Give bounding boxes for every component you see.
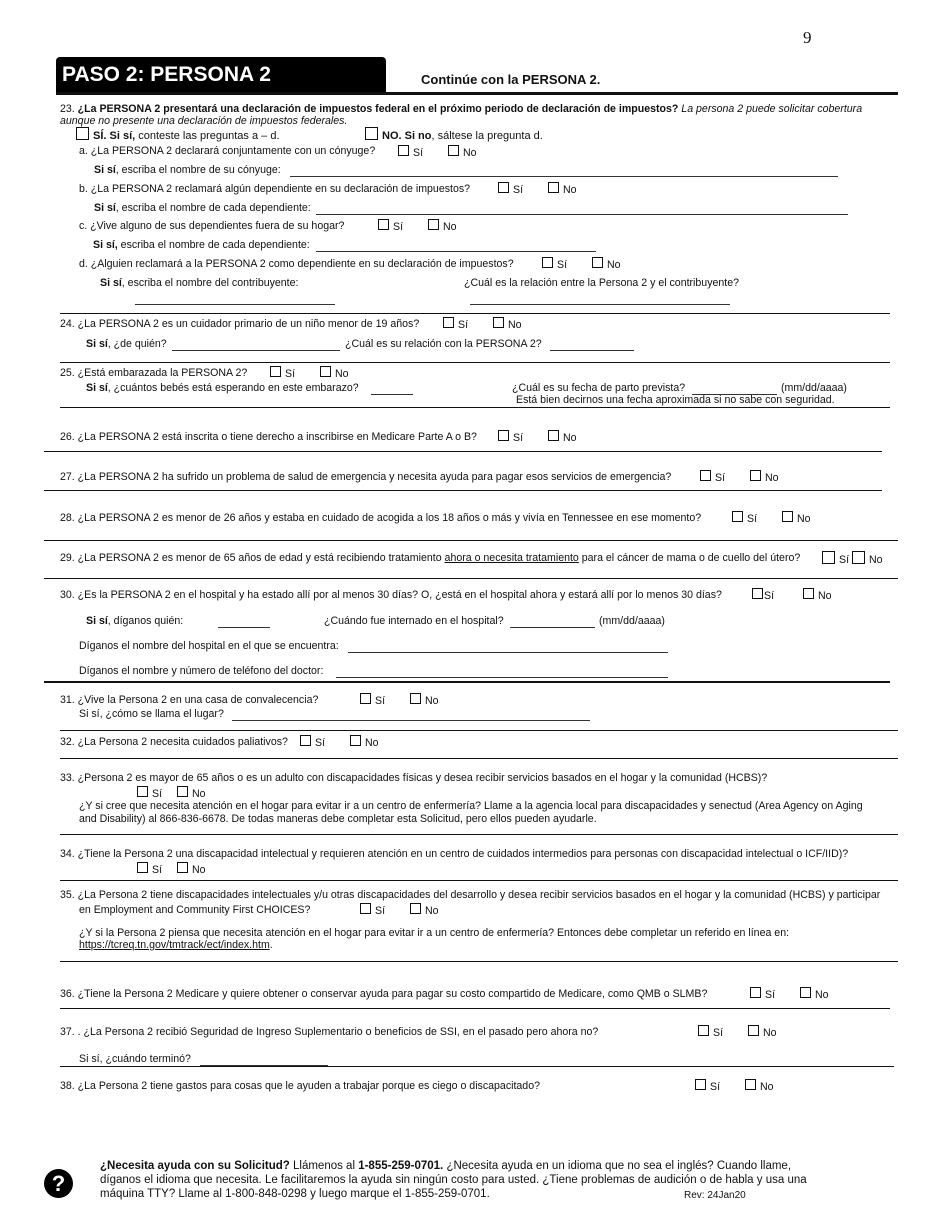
q38-options <box>695 1079 786 1093</box>
q38-no[interactable]: No <box>745 1079 774 1093</box>
q25-date-format: (mm/dd/aaaa) <box>781 382 847 394</box>
q24-no[interactable]: No <box>493 317 522 331</box>
q26-question: 26. ¿La PERSONA 2 está inscrita o tiene derecho a inscribirse en Medicare Parte A o B? <box>60 431 477 443</box>
q23c-options <box>378 219 469 233</box>
divider <box>60 362 890 363</box>
page-number: 9 <box>803 28 812 47</box>
q23d-options <box>542 257 633 271</box>
q29-question: 29. ¿La PERSONA 2 es menor de 65 años de edad y está recibiendo tratamiento ahora o necesita tratamiento para el cáncer de mama o de cuello del útero? <box>60 552 801 564</box>
q38-yes-checkbox[interactable] <box>695 1079 706 1090</box>
q32-yes-checkbox[interactable] <box>300 735 311 746</box>
admission-date-field[interactable] <box>510 618 595 628</box>
q25-options <box>270 366 361 380</box>
referral-link[interactable]: https://tcreq.tn.gov/tmtrack/ect/index.htm <box>79 939 270 951</box>
q24-options <box>443 317 534 331</box>
q33-note-line1: ¿Y si cree que necesita atención en el hogar para evitar ir a un centro de enfermería? Llame a la agencia local para discapacidades y senectud (Area Agency on Aging <box>79 800 863 812</box>
q25-question: 25. ¿Está embarazada la PERSONA 2? <box>60 367 248 379</box>
divider <box>60 834 898 835</box>
q23a-yes[interactable]: Sí <box>398 145 423 159</box>
q30-followup: Si sí, díganos quién: <box>86 615 184 627</box>
q23-no-checkbox[interactable] <box>365 127 378 140</box>
q32-yes[interactable]: Sí <box>300 735 325 749</box>
q23c-followup: Si sí, escriba el nombre de cada dependiente: <box>93 239 310 251</box>
q30-no-checkbox[interactable] <box>803 588 814 599</box>
q28-question: 28. ¿La PERSONA 2 es menor de 26 años y estaba en cuidado de acogida a los 18 años o más y vivía en Tennessee en ese momento? <box>60 512 702 524</box>
q25-yes[interactable]: Sí <box>270 366 295 380</box>
q25-no-checkbox[interactable] <box>320 366 331 377</box>
q23d-question: d. ¿Alguien reclamará a la PERSONA 2 como dependiente en su declaración de impuestos? <box>79 258 514 270</box>
q24-relation: ¿Cuál es su relación con la PERSONA 2? <box>345 338 542 350</box>
q35-question-line2: en Employment and Community First CHOICES? <box>79 904 311 916</box>
q34-yes-checkbox[interactable] <box>137 862 148 873</box>
q29-yes[interactable]: Sí <box>822 554 849 566</box>
step-title: PASO 2: PERSONA 2 <box>62 63 271 86</box>
q37-yes-checkbox[interactable] <box>698 1025 709 1036</box>
q23a-followup: Si sí, escriba el nombre de su cónyuge: <box>94 164 281 176</box>
q32-options <box>300 735 391 749</box>
q35-no-checkbox[interactable] <box>410 903 421 914</box>
q30-date-format: (mm/dd/aaaa) <box>599 615 665 627</box>
q25-due-date: ¿Cuál es su fecha de parto prevista? <box>512 382 686 394</box>
q34-options <box>137 862 218 876</box>
q26-yes-checkbox[interactable] <box>498 430 509 441</box>
q23b-yes[interactable]: Sí <box>498 182 523 196</box>
divider <box>44 540 898 541</box>
q26-no[interactable]: No <box>548 430 577 444</box>
q37-followup: Si sí, ¿cuándo terminó? <box>79 1053 191 1065</box>
q23c-question: c. ¿Vive alguno de sus dependientes fuera de su hogar? <box>79 220 345 232</box>
q34-no-checkbox[interactable] <box>177 862 188 873</box>
q27-no-checkbox[interactable] <box>750 470 761 481</box>
q23-no-option[interactable]: NO. Si no, sáltese la pregunta d. <box>365 127 543 142</box>
q30-yes-checkbox[interactable] <box>752 588 763 599</box>
q31-no[interactable]: No <box>410 693 439 707</box>
help-line2: díganos el idioma que necesita. Le facilitaremos la ayuda sin ningún costo para usted. ¿Tiene problemas de audición o de habla y usa una <box>100 1174 807 1186</box>
q23d-relation: ¿Cuál es la relación entre la Persona 2 y el contribuyente? <box>464 277 740 289</box>
hospital-name-field[interactable] <box>348 643 668 653</box>
question-mark-icon: ? <box>44 1169 73 1198</box>
q29-yes-checkbox[interactable] <box>822 551 835 564</box>
divider <box>44 490 882 491</box>
divider <box>60 730 898 731</box>
q30-no[interactable]: No <box>803 588 832 602</box>
q33-no[interactable]: No <box>177 786 206 800</box>
q27-question: 27. ¿La PERSONA 2 ha sufrido un problema de salud de emergencia y necesita ayuda para pagar esos servicios de emergencia? <box>60 471 672 483</box>
q37-no-checkbox[interactable] <box>748 1025 759 1036</box>
q31-yes-checkbox[interactable] <box>360 693 371 704</box>
q31-question: 31. ¿Vive la Persona 2 en una casa de convalecencia? <box>60 694 319 706</box>
q36-no[interactable]: No <box>800 987 829 1001</box>
q26-yes[interactable]: Sí <box>498 430 523 444</box>
q27-options <box>700 470 791 484</box>
babies-count-field[interactable] <box>371 385 413 395</box>
nursing-home-name-field[interactable] <box>232 711 590 721</box>
q36-options <box>750 987 841 1001</box>
q25-no[interactable]: No <box>320 366 349 380</box>
q34-question: 34. ¿Tiene la Persona 2 una discapacidad intelectual y requieren atención en un centro de cuidados intermedios para personas con discapacidad intelectual o ICF/IID)? <box>60 848 849 860</box>
q24-whom-field[interactable] <box>172 341 340 351</box>
q29-no[interactable]: No <box>852 554 883 566</box>
q23-yes-option[interactable]: SÍ. Si sí, conteste las preguntas a – d. <box>76 127 280 142</box>
q28-options <box>732 511 823 525</box>
q23b-no-checkbox[interactable] <box>548 182 559 193</box>
q28-no[interactable]: No <box>782 511 811 525</box>
q38-no-checkbox[interactable] <box>745 1079 756 1090</box>
divider <box>60 880 898 881</box>
q28-yes[interactable]: Sí <box>732 511 757 525</box>
divider <box>60 313 890 314</box>
q30-admitted: ¿Cuándo fue internado en el hospital? <box>324 615 504 627</box>
doctor-field[interactable] <box>336 668 668 678</box>
q23d-no-checkbox[interactable] <box>592 257 603 268</box>
q24-no-checkbox[interactable] <box>493 317 504 328</box>
q24-question: 24. ¿La PERSONA 2 es un cuidador primario de un niño menor de 19 años? <box>60 318 420 330</box>
q23d-no[interactable]: No <box>592 257 621 271</box>
q36-yes-checkbox[interactable] <box>750 987 761 998</box>
q31-no-checkbox[interactable] <box>410 693 421 704</box>
q36-yes[interactable]: Sí <box>750 987 775 1001</box>
q31-followup: Si sí, ¿cómo se llama el lugar? <box>79 708 224 720</box>
q23c-no[interactable]: No <box>428 219 457 233</box>
divider <box>60 758 898 759</box>
q23b-question: b. ¿La PERSONA 2 reclamará algún dependiente en su declaración de impuestos? <box>79 183 471 195</box>
q33-yes-checkbox[interactable] <box>137 786 148 797</box>
q36-no-checkbox[interactable] <box>800 987 811 998</box>
q35-note: ¿Y si la Persona 2 piensa que necesita atención en el hogar para evitar ir a un centro de enfermería? Entonces debe completar un referido en línea en: <box>79 927 790 939</box>
outside-dependents-field[interactable] <box>316 242 596 252</box>
divider <box>60 407 890 408</box>
q32-question: 32. ¿La Persona 2 necesita cuidados paliativos? <box>60 736 288 748</box>
q30-doctor: Díganos el nombre y número de teléfono del doctor: <box>79 665 324 677</box>
q23a-question: a. ¿La PERSONA 2 declarará conjuntamente con un cónyuge? <box>79 145 376 157</box>
q32-no[interactable]: No <box>350 735 379 749</box>
q23d-followup: Si sí, escriba el nombre del contribuyente: <box>100 277 299 289</box>
spouse-name-field[interactable] <box>290 167 838 177</box>
q35-question-line1: 35. ¿La Persona 2 tiene discapacidades intelectuales y/u otras discapacidades del desarrollo y desea recibir servicios basados en el hogar y la comunidad (HCBS) y participar <box>60 889 881 901</box>
q33-question: 33. ¿Persona 2 es mayor de 65 años o es un adulto con discapacidades físicas y desea recibir servicios basados en el hogar y la comunidad (HCBS)? <box>60 772 768 784</box>
q23c-no-checkbox[interactable] <box>428 219 439 230</box>
q27-yes[interactable]: Sí <box>700 470 725 484</box>
q35-yes-checkbox[interactable] <box>360 903 371 914</box>
q28-yes-checkbox[interactable] <box>732 511 743 522</box>
q23b-yes-checkbox[interactable] <box>498 182 509 193</box>
q23-yes-checkbox[interactable] <box>76 127 89 140</box>
q30-question: 30. ¿Es la PERSONA 2 en el hospital y ha estado allí por al menos 30 días? O, ¿está en el hospital ahora y estará allí por lo menos 30 días? <box>60 589 722 601</box>
q27-yes-checkbox[interactable] <box>700 470 711 481</box>
taxpayer-relation-field[interactable] <box>470 295 730 305</box>
q33-yes[interactable]: Sí <box>137 786 162 800</box>
q35-link-line: https://tcreq.tn.gov/tmtrack/ect/index.htm. <box>79 939 273 951</box>
q24-followup: Si sí, ¿de quién? <box>86 338 167 350</box>
q29-no-checkbox[interactable] <box>852 551 865 564</box>
q27-no[interactable]: No <box>750 470 779 484</box>
header-rule <box>56 92 898 95</box>
q23a-yes-checkbox[interactable] <box>398 145 409 156</box>
divider <box>44 681 890 683</box>
q23-note: aunque no presente una declaración de impuestos federales. <box>60 115 348 127</box>
taxpayer-name-field[interactable] <box>135 295 335 305</box>
q35-yes[interactable]: Sí <box>360 903 385 917</box>
q34-no[interactable]: No <box>177 862 206 876</box>
q23a-no-checkbox[interactable] <box>448 145 459 156</box>
q24-yes[interactable]: Sí <box>443 317 468 331</box>
q37-yes[interactable]: Sí <box>698 1025 723 1039</box>
revision-date: Rev: 24Jan20 <box>684 1190 746 1201</box>
q30-hospital-name: Díganos el nombre del hospital en el que se encuentra: <box>79 640 339 652</box>
divider <box>60 1008 890 1009</box>
q23b-followup: Si sí, escriba el nombre de cada dependiente: <box>94 202 311 214</box>
q36-question: 36. ¿Tiene la Persona 2 Medicare y quiere obtener o conservar ayuda para pagar su costo compartido de Medicare, como QMB o SLMB? <box>60 988 708 1000</box>
q23d-yes[interactable]: Sí <box>542 257 567 271</box>
q23b-options <box>498 182 589 196</box>
q29-options <box>822 551 883 566</box>
help-line1: ¿Necesita ayuda con su Solicitud? Llámenos al 1-855-259-0701. ¿Necesita ayuda en un idioma que no sea el inglés? Cuando llame, <box>100 1160 792 1172</box>
q24-yes-checkbox[interactable] <box>443 317 454 328</box>
q25-followup: Si sí, ¿cuántos bebés está esperando en este embarazo? <box>86 382 359 394</box>
q38-question: 38. ¿La Persona 2 tiene gastos para cosas que le ayuden a trabajar porque es ciego o discapacitado? <box>60 1080 540 1092</box>
q23-question: 23. ¿La PERSONA 2 presentará una declaración de impuestos federal en el próximo periodo de declaración de impuestos? La persona 2 puede solicitar cobertura <box>60 103 863 115</box>
q26-no-checkbox[interactable] <box>548 430 559 441</box>
q35-options <box>360 903 451 917</box>
divider <box>60 961 898 962</box>
q28-no-checkbox[interactable] <box>782 511 793 522</box>
q25-approx-note: Está bien decirnos una fecha aproximada si no sabe con seguridad. <box>516 394 835 406</box>
divider <box>44 451 882 452</box>
q23c-yes-checkbox[interactable] <box>378 219 389 230</box>
q33-no-checkbox[interactable] <box>177 786 188 797</box>
q37-no[interactable]: No <box>748 1025 777 1039</box>
q33-note-line2: and Disability) al 866-836-6678. De todas maneras debe completar esta Solicitud, pero ellos pueden ayudarle. <box>79 813 597 825</box>
q30-options <box>752 588 844 602</box>
help-line3: máquina TTY? Llame al 1-800-848-0298 y luego marque el 1-855-259-0701. <box>100 1188 490 1200</box>
q38-yes[interactable]: Sí <box>695 1079 720 1093</box>
q33-options <box>137 786 218 800</box>
q23b-no[interactable]: No <box>548 182 577 196</box>
q26-options <box>498 430 589 444</box>
q34-yes[interactable]: Sí <box>137 862 162 876</box>
divider <box>60 1066 894 1067</box>
q31-yes[interactable]: Sí <box>360 693 385 707</box>
q30-who-field[interactable] <box>218 618 270 628</box>
q24-relation-field[interactable] <box>550 341 634 351</box>
q31-options <box>360 693 451 707</box>
q23a-options <box>398 145 489 159</box>
q23c-yes[interactable]: Sí <box>378 219 403 233</box>
continue-text: Continúe con la PERSONA 2. <box>421 72 601 87</box>
q37-options <box>698 1025 789 1039</box>
q23a-no[interactable]: No <box>448 145 477 159</box>
q23d-yes-checkbox[interactable] <box>542 257 553 268</box>
dependents-name-field[interactable] <box>316 205 848 215</box>
divider <box>44 578 898 579</box>
q25-yes-checkbox[interactable] <box>270 366 281 377</box>
q32-no-checkbox[interactable] <box>350 735 361 746</box>
q30-yes[interactable]: Sí <box>752 588 774 602</box>
ssi-end-date-field[interactable] <box>200 1056 328 1066</box>
q35-no[interactable]: No <box>410 903 439 917</box>
q37-question: 37. . ¿La Persona 2 recibió Seguridad de Ingreso Suplementario o beneficios de SSI, en el pasado pero ahora no? <box>60 1026 599 1038</box>
